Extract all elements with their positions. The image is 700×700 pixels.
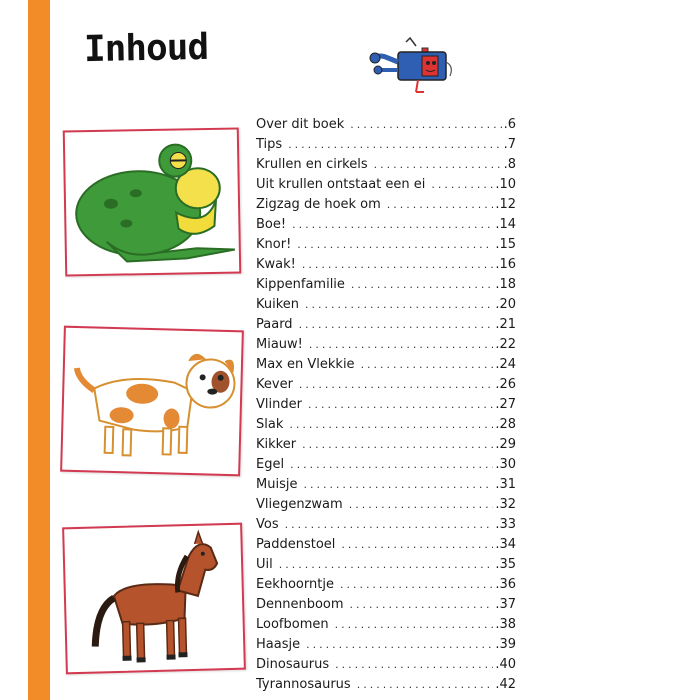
toc-entry-page: .36: [495, 577, 516, 592]
toc-dot-leader: [374, 158, 502, 171]
toc-entry-title: Loofbomen: [256, 617, 329, 632]
toc-entry[interactable]: [256, 557, 516, 577]
toc-entry-title: Krullen en cirkels: [256, 157, 368, 172]
toc-entry[interactable]: [256, 577, 516, 597]
toc-entry-title: Zigzag de hoek om: [256, 197, 381, 212]
toc-entry-title: Miauw!: [256, 337, 303, 352]
toc-entry-page: .39: [495, 637, 516, 652]
toc-entry[interactable]: [256, 597, 516, 617]
frog-illustration-frame: [63, 127, 242, 276]
toc-entry-page: .21: [495, 317, 516, 332]
toc-entry-page: .40: [495, 657, 516, 672]
toc-entry-page: .31: [495, 477, 516, 492]
toc-entry-title: Kippenfamilie: [256, 277, 345, 292]
toc-entry-title: Muisje: [256, 477, 298, 492]
table-of-contents: [256, 117, 516, 697]
toc-dot-leader: [349, 498, 494, 511]
toc-entry-page: .28: [495, 417, 516, 432]
toc-dot-leader: [350, 118, 501, 131]
toc-dot-leader: [299, 318, 494, 331]
toc-entry-page: .30: [495, 457, 516, 472]
toc-entry-title: Kwak!: [256, 257, 296, 272]
toc-dot-leader: [340, 578, 493, 591]
toc-entry[interactable]: [256, 317, 516, 337]
toc-entry-page: .35: [495, 557, 516, 572]
page-title: Inhoud: [83, 26, 209, 71]
toc-entry[interactable]: [256, 417, 516, 437]
toc-entry[interactable]: [256, 637, 516, 657]
toc-entry-title: Paddenstoel: [256, 537, 336, 552]
toc-dot-leader: [351, 278, 493, 291]
toc-entry[interactable]: [256, 177, 516, 197]
toc-entry-title: Dennenboom: [256, 597, 344, 612]
toc-entry[interactable]: [256, 297, 516, 317]
toc-dot-leader: [302, 438, 493, 451]
toc-dot-leader: [305, 298, 493, 311]
toc-entry-page: .16: [495, 257, 516, 272]
toc-dot-leader: [285, 518, 494, 531]
toc-entry[interactable]: [256, 357, 516, 377]
toc-entry-page: .37: [495, 597, 516, 612]
toc-entry[interactable]: [256, 117, 516, 137]
toc-entry-page: .12: [495, 197, 516, 212]
toc-entry-title: Boe!: [256, 217, 287, 232]
toc-entry-page: .33: [495, 517, 516, 532]
dog-icon: [62, 328, 242, 475]
toc-entry-page: .6: [503, 117, 516, 132]
toc-dot-leader: [309, 338, 493, 351]
toc-entry[interactable]: [256, 437, 516, 457]
toc-entry-page: .24: [495, 357, 516, 372]
toc-dot-leader: [290, 458, 493, 471]
toc-entry-title: Tyrannosaurus: [256, 677, 351, 692]
toc-entry-title: Vlinder: [256, 397, 302, 412]
toc-entry[interactable]: [256, 377, 516, 397]
toc-entry[interactable]: [256, 617, 516, 637]
toc-dot-leader: [297, 238, 493, 251]
toc-dot-leader: [361, 358, 494, 371]
toc-entry-page: .34: [495, 537, 516, 552]
toc-entry-title: Kuiken: [256, 297, 300, 312]
toc-entry[interactable]: [256, 397, 516, 417]
toc-entry-title: Eekhoorntje: [256, 577, 334, 592]
toc-entry-page: .27: [495, 397, 516, 412]
toc-entry-page: .22: [495, 337, 516, 352]
toc-dot-leader: [350, 598, 494, 611]
toc-entry[interactable]: [256, 457, 516, 477]
toc-dot-leader: [387, 198, 494, 211]
toc-dot-leader: [335, 658, 493, 671]
toc-entry-page: .29: [495, 437, 516, 452]
toc-entry-title: Kikker: [256, 437, 297, 452]
toc-entry-title: Kever: [256, 377, 293, 392]
toc-entry-title: Haasje: [256, 637, 301, 652]
toc-entry-title: Tips: [256, 137, 283, 152]
toc-entry-title: Slak: [256, 417, 284, 432]
toc-entry[interactable]: [256, 537, 516, 557]
toc-entry-title: Paard: [256, 317, 293, 332]
toc-entry-title: Max en Vlekkie: [256, 357, 355, 372]
toc-entry-title: Uit krullen ontstaat een ei: [256, 177, 426, 192]
toc-entry-page: .18: [495, 277, 516, 292]
toc-entry[interactable]: [256, 477, 516, 497]
toc-dot-leader: [303, 478, 493, 491]
frog-icon: [65, 130, 239, 275]
toc-dot-leader: [335, 618, 494, 631]
toc-entry[interactable]: [256, 277, 516, 297]
toc-entry-title: Vliegenzwam: [256, 497, 343, 512]
toc-entry-title: Egel: [256, 457, 285, 472]
toc-entry-page: .32: [495, 497, 516, 512]
toc-entry[interactable]: [256, 217, 516, 237]
toc-entry[interactable]: [256, 157, 516, 177]
toc-dot-leader: [289, 418, 493, 431]
toc-dot-leader: [431, 178, 493, 191]
toc-entry-title: Knor!: [256, 237, 292, 252]
toc-entry-page: .8: [503, 157, 516, 172]
toc-entry[interactable]: [256, 257, 516, 277]
toc-entry[interactable]: [256, 337, 516, 357]
toc-dot-leader: [306, 638, 493, 651]
toc-entry-page: .26: [495, 377, 516, 392]
toc-dot-leader: [302, 258, 493, 271]
toc-dot-leader: [292, 218, 493, 231]
toc-entry-page: .10: [495, 177, 516, 192]
toc-entry-page: .15: [495, 237, 516, 252]
toc-dot-leader: [357, 678, 494, 691]
toc-entry-page: .38: [495, 617, 516, 632]
robot-toy-icon: [366, 36, 458, 96]
dog-illustration-frame: [60, 326, 244, 477]
toc-entry-page: .7: [503, 137, 516, 152]
toc-entry-page: .42: [495, 677, 516, 692]
toc-entry[interactable]: [256, 497, 516, 517]
horse-icon: [64, 525, 244, 673]
toc-dot-leader: [308, 398, 493, 411]
toc-entry[interactable]: [256, 237, 516, 257]
toc-entry[interactable]: [256, 517, 516, 537]
toc-entry-title: Dinosaurus: [256, 657, 330, 672]
orange-sidebar-strip: [28, 0, 50, 700]
toc-entry-title: Vos: [256, 517, 279, 532]
toc-entry[interactable]: [256, 677, 516, 697]
toc-dot-leader: [341, 538, 493, 551]
toc-entry-page: .14: [495, 217, 516, 232]
toc-dot-leader: [279, 558, 494, 571]
toc-entry[interactable]: [256, 137, 516, 157]
toc-entry[interactable]: [256, 197, 516, 217]
toc-dot-leader: [299, 378, 493, 391]
horse-illustration-frame: [62, 523, 246, 675]
toc-entry-page: .20: [495, 297, 516, 312]
toc-entry-title: Over dit boek: [256, 117, 345, 132]
toc-entry-title: Uil: [256, 557, 273, 572]
toc-entry[interactable]: [256, 657, 516, 677]
toc-dot-leader: [288, 138, 501, 151]
